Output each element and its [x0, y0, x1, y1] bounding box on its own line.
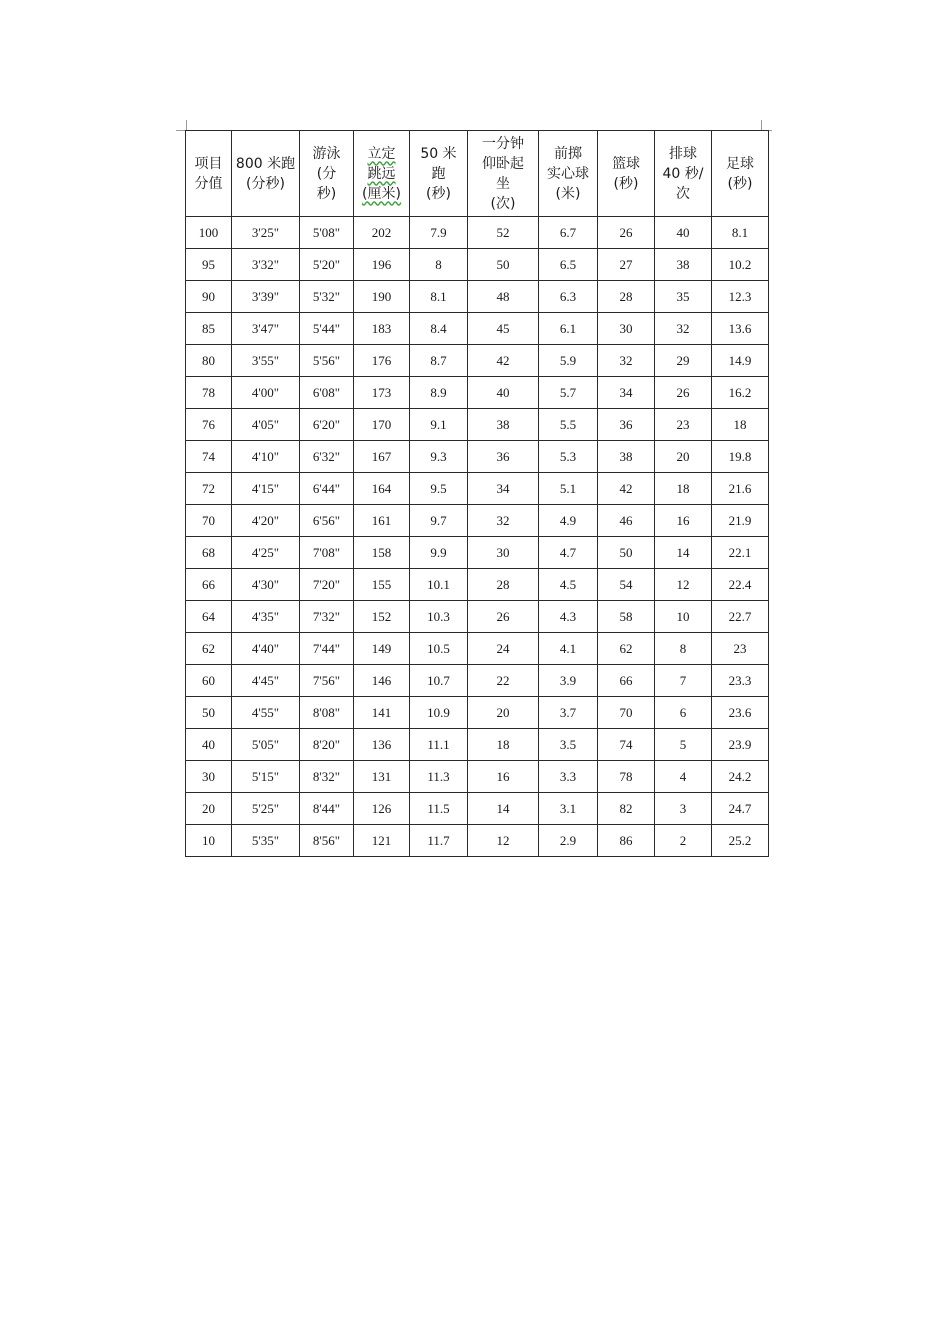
- cell-medicine-ball: 3.1: [539, 793, 598, 825]
- cell-50m-run: 8: [410, 249, 468, 281]
- cell-volleyball: 2: [655, 825, 712, 857]
- cell-standing-long-jump: 141: [354, 697, 410, 729]
- cell-sit-ups: 26: [468, 601, 539, 633]
- header-sit-ups: 一分钟 仰卧起 坐 (次): [468, 131, 539, 217]
- cell-volleyball: 12: [655, 569, 712, 601]
- cell-sit-ups: 42: [468, 345, 539, 377]
- cell-medicine-ball: 4.7: [539, 537, 598, 569]
- cell-standing-long-jump: 183: [354, 313, 410, 345]
- cell-football: 23: [712, 633, 769, 665]
- cell-standing-long-jump: 158: [354, 537, 410, 569]
- cell-football: 25.2: [712, 825, 769, 857]
- cell-volleyball: 16: [655, 505, 712, 537]
- cell-score: 76: [186, 409, 232, 441]
- table-body: [186, 217, 769, 857]
- cell-basketball: 82: [598, 793, 655, 825]
- cell-swimming: 8'56": [300, 825, 354, 857]
- cell-volleyball: 8: [655, 633, 712, 665]
- cell-50m-run: 11.3: [410, 761, 468, 793]
- score-table: [185, 130, 769, 857]
- cell-football: 12.3: [712, 281, 769, 313]
- cell-basketball: 70: [598, 697, 655, 729]
- cell-sit-ups: 12: [468, 825, 539, 857]
- cell-swimming: 8'20": [300, 729, 354, 761]
- cell-standing-long-jump: 146: [354, 665, 410, 697]
- cell-football: 21.6: [712, 473, 769, 505]
- table-row: [186, 505, 769, 537]
- cell-50m-run: 9.9: [410, 537, 468, 569]
- cell-basketball: 50: [598, 537, 655, 569]
- cell-football: 14.9: [712, 345, 769, 377]
- table-row: [186, 345, 769, 377]
- cell-50m-run: 7.9: [410, 217, 468, 249]
- cell-800m-run: 4'00": [232, 377, 300, 409]
- cell-score: 60: [186, 665, 232, 697]
- cell-800m-run: 5'15": [232, 761, 300, 793]
- cell-football: 21.9: [712, 505, 769, 537]
- cell-score: 70: [186, 505, 232, 537]
- header-800m-run: 800 米跑 (分秒): [232, 131, 300, 217]
- cell-football: 22.4: [712, 569, 769, 601]
- cell-basketball: 78: [598, 761, 655, 793]
- cell-800m-run: 4'05": [232, 409, 300, 441]
- table-row: [186, 601, 769, 633]
- cell-50m-run: 9.3: [410, 441, 468, 473]
- cell-score: 74: [186, 441, 232, 473]
- table-row: [186, 441, 769, 473]
- cell-50m-run: 9.5: [410, 473, 468, 505]
- cell-800m-run: 4'15": [232, 473, 300, 505]
- cell-medicine-ball: 3.7: [539, 697, 598, 729]
- cell-50m-run: 9.7: [410, 505, 468, 537]
- cell-volleyball: 38: [655, 249, 712, 281]
- cell-volleyball: 4: [655, 761, 712, 793]
- cell-800m-run: 4'45": [232, 665, 300, 697]
- cell-volleyball: 23: [655, 409, 712, 441]
- cell-800m-run: 4'35": [232, 601, 300, 633]
- cell-sit-ups: 22: [468, 665, 539, 697]
- cell-volleyball: 10: [655, 601, 712, 633]
- cell-swimming: 5'20": [300, 249, 354, 281]
- cell-sit-ups: 52: [468, 217, 539, 249]
- cell-basketball: 27: [598, 249, 655, 281]
- cell-800m-run: 4'10": [232, 441, 300, 473]
- cell-sit-ups: 36: [468, 441, 539, 473]
- header-row: [186, 131, 769, 217]
- header-score: 项目 分值: [186, 131, 232, 217]
- cell-sit-ups: 38: [468, 409, 539, 441]
- cell-score: 62: [186, 633, 232, 665]
- cell-50m-run: 9.1: [410, 409, 468, 441]
- table-row: [186, 473, 769, 505]
- cell-standing-long-jump: 152: [354, 601, 410, 633]
- cell-basketball: 86: [598, 825, 655, 857]
- cell-50m-run: 11.1: [410, 729, 468, 761]
- header-50m-run: 50 米 跑 (秒): [410, 131, 468, 217]
- cell-standing-long-jump: 176: [354, 345, 410, 377]
- cell-50m-run: 8.7: [410, 345, 468, 377]
- cell-sit-ups: 18: [468, 729, 539, 761]
- cell-swimming: 7'32": [300, 601, 354, 633]
- cell-standing-long-jump: 149: [354, 633, 410, 665]
- cell-800m-run: 4'20": [232, 505, 300, 537]
- cell-football: 18: [712, 409, 769, 441]
- cell-swimming: 7'44": [300, 633, 354, 665]
- cell-volleyball: 6: [655, 697, 712, 729]
- header-football: 足球 (秒): [712, 131, 769, 217]
- cell-volleyball: 20: [655, 441, 712, 473]
- cell-basketball: 62: [598, 633, 655, 665]
- cell-score: 78: [186, 377, 232, 409]
- cell-800m-run: 3'25": [232, 217, 300, 249]
- cell-basketball: 32: [598, 345, 655, 377]
- cell-medicine-ball: 3.3: [539, 761, 598, 793]
- cell-medicine-ball: 4.5: [539, 569, 598, 601]
- cell-sit-ups: 40: [468, 377, 539, 409]
- cell-50m-run: 11.5: [410, 793, 468, 825]
- cell-swimming: 6'56": [300, 505, 354, 537]
- cell-volleyball: 35: [655, 281, 712, 313]
- cell-sit-ups: 20: [468, 697, 539, 729]
- table-row: [186, 697, 769, 729]
- cell-football: 23.3: [712, 665, 769, 697]
- header-volleyball: 排球 40 秒/ 次: [655, 131, 712, 217]
- cell-standing-long-jump: 121: [354, 825, 410, 857]
- cell-score: 30: [186, 761, 232, 793]
- cell-score: 90: [186, 281, 232, 313]
- cell-volleyball: 5: [655, 729, 712, 761]
- cell-sit-ups: 32: [468, 505, 539, 537]
- table-row: [186, 409, 769, 441]
- cell-sit-ups: 16: [468, 761, 539, 793]
- cell-basketball: 34: [598, 377, 655, 409]
- cell-800m-run: 4'55": [232, 697, 300, 729]
- cell-sit-ups: 24: [468, 633, 539, 665]
- cell-standing-long-jump: 196: [354, 249, 410, 281]
- header-standing-long-jump-label: 立定 跳远 (厘米): [362, 145, 401, 202]
- cell-standing-long-jump: 136: [354, 729, 410, 761]
- cell-standing-long-jump: 155: [354, 569, 410, 601]
- cell-medicine-ball: 6.7: [539, 217, 598, 249]
- header-swimming: 游泳 (分 秒): [300, 131, 354, 217]
- cell-volleyball: 3: [655, 793, 712, 825]
- cell-standing-long-jump: 190: [354, 281, 410, 313]
- cell-standing-long-jump: 164: [354, 473, 410, 505]
- cell-sit-ups: 28: [468, 569, 539, 601]
- cell-standing-long-jump: 131: [354, 761, 410, 793]
- cell-800m-run: 5'35": [232, 825, 300, 857]
- cell-football: 16.2: [712, 377, 769, 409]
- table-row: [186, 633, 769, 665]
- cell-football: 22.1: [712, 537, 769, 569]
- cell-standing-long-jump: 170: [354, 409, 410, 441]
- cell-football: 24.7: [712, 793, 769, 825]
- cell-swimming: 5'56": [300, 345, 354, 377]
- cell-medicine-ball: 4.9: [539, 505, 598, 537]
- table-row: [186, 313, 769, 345]
- cell-volleyball: 32: [655, 313, 712, 345]
- table-row: [186, 729, 769, 761]
- cell-score: 68: [186, 537, 232, 569]
- cell-basketball: 74: [598, 729, 655, 761]
- cell-volleyball: 7: [655, 665, 712, 697]
- cell-swimming: 5'32": [300, 281, 354, 313]
- cell-score: 80: [186, 345, 232, 377]
- cell-swimming: 7'08": [300, 537, 354, 569]
- cell-swimming: 6'20": [300, 409, 354, 441]
- cell-50m-run: 10.3: [410, 601, 468, 633]
- cell-800m-run: 4'30": [232, 569, 300, 601]
- cell-800m-run: 5'05": [232, 729, 300, 761]
- table-header: [186, 131, 769, 217]
- cell-football: 13.6: [712, 313, 769, 345]
- cell-swimming: 6'32": [300, 441, 354, 473]
- cell-sit-ups: 50: [468, 249, 539, 281]
- cell-football: 22.7: [712, 601, 769, 633]
- table-row: [186, 793, 769, 825]
- cell-football: 23.9: [712, 729, 769, 761]
- cell-medicine-ball: 2.9: [539, 825, 598, 857]
- cell-medicine-ball: 4.1: [539, 633, 598, 665]
- cell-score: 66: [186, 569, 232, 601]
- cell-50m-run: 10.7: [410, 665, 468, 697]
- cell-score: 95: [186, 249, 232, 281]
- cell-score: 64: [186, 601, 232, 633]
- cell-swimming: 7'56": [300, 665, 354, 697]
- header-standing-long-jump: [354, 131, 410, 217]
- cell-standing-long-jump: 202: [354, 217, 410, 249]
- cell-50m-run: 10.1: [410, 569, 468, 601]
- cell-sit-ups: 14: [468, 793, 539, 825]
- header-basketball: 篮球 (秒): [598, 131, 655, 217]
- table-row: [186, 537, 769, 569]
- cell-football: 24.2: [712, 761, 769, 793]
- cell-sit-ups: 34: [468, 473, 539, 505]
- cell-basketball: 58: [598, 601, 655, 633]
- cell-medicine-ball: 5.7: [539, 377, 598, 409]
- cell-800m-run: 3'55": [232, 345, 300, 377]
- cell-800m-run: 3'32": [232, 249, 300, 281]
- cell-basketball: 36: [598, 409, 655, 441]
- cell-medicine-ball: 5.9: [539, 345, 598, 377]
- cell-score: 40: [186, 729, 232, 761]
- cell-medicine-ball: 6.1: [539, 313, 598, 345]
- cell-basketball: 42: [598, 473, 655, 505]
- cell-swimming: 8'32": [300, 761, 354, 793]
- cell-medicine-ball: 5.5: [539, 409, 598, 441]
- cell-football: 8.1: [712, 217, 769, 249]
- cell-standing-long-jump: 126: [354, 793, 410, 825]
- cell-50m-run: 8.1: [410, 281, 468, 313]
- cell-basketball: 30: [598, 313, 655, 345]
- table-row: [186, 825, 769, 857]
- cell-sit-ups: 48: [468, 281, 539, 313]
- cell-volleyball: 18: [655, 473, 712, 505]
- cell-swimming: 6'44": [300, 473, 354, 505]
- cell-standing-long-jump: 161: [354, 505, 410, 537]
- cell-medicine-ball: 6.3: [539, 281, 598, 313]
- cell-medicine-ball: 4.3: [539, 601, 598, 633]
- cell-medicine-ball: 3.9: [539, 665, 598, 697]
- cell-800m-run: 3'47": [232, 313, 300, 345]
- cell-basketball: 38: [598, 441, 655, 473]
- table-row: [186, 249, 769, 281]
- cell-basketball: 54: [598, 569, 655, 601]
- cell-football: 19.8: [712, 441, 769, 473]
- table-row: [186, 569, 769, 601]
- cell-50m-run: 10.9: [410, 697, 468, 729]
- cell-swimming: 8'44": [300, 793, 354, 825]
- cell-medicine-ball: 6.5: [539, 249, 598, 281]
- cell-basketball: 26: [598, 217, 655, 249]
- cell-volleyball: 29: [655, 345, 712, 377]
- table-row: [186, 377, 769, 409]
- cell-sit-ups: 30: [468, 537, 539, 569]
- cell-score: 85: [186, 313, 232, 345]
- cell-football: 10.2: [712, 249, 769, 281]
- cell-score: 20: [186, 793, 232, 825]
- cell-800m-run: 4'40": [232, 633, 300, 665]
- table-row: [186, 217, 769, 249]
- table-row: [186, 281, 769, 313]
- cell-football: 23.6: [712, 697, 769, 729]
- cell-800m-run: 4'25": [232, 537, 300, 569]
- cell-50m-run: 8.9: [410, 377, 468, 409]
- cell-volleyball: 14: [655, 537, 712, 569]
- cell-swimming: 5'08": [300, 217, 354, 249]
- cell-swimming: 7'20": [300, 569, 354, 601]
- table-row: [186, 761, 769, 793]
- cell-medicine-ball: 5.3: [539, 441, 598, 473]
- cell-score: 10: [186, 825, 232, 857]
- cell-swimming: 5'44": [300, 313, 354, 345]
- cell-swimming: 6'08": [300, 377, 354, 409]
- cell-volleyball: 40: [655, 217, 712, 249]
- cell-medicine-ball: 5.1: [539, 473, 598, 505]
- cell-swimming: 8'08": [300, 697, 354, 729]
- cell-score: 72: [186, 473, 232, 505]
- cell-50m-run: 8.4: [410, 313, 468, 345]
- cell-basketball: 66: [598, 665, 655, 697]
- cell-sit-ups: 45: [468, 313, 539, 345]
- cell-score: 100: [186, 217, 232, 249]
- cell-volleyball: 26: [655, 377, 712, 409]
- cell-50m-run: 11.7: [410, 825, 468, 857]
- cell-standing-long-jump: 173: [354, 377, 410, 409]
- cell-score: 50: [186, 697, 232, 729]
- cell-50m-run: 10.5: [410, 633, 468, 665]
- cell-800m-run: 5'25": [232, 793, 300, 825]
- cell-basketball: 46: [598, 505, 655, 537]
- cell-standing-long-jump: 167: [354, 441, 410, 473]
- cell-800m-run: 3'39": [232, 281, 300, 313]
- header-medicine-ball: 前掷 实心球 (米): [539, 131, 598, 217]
- cell-medicine-ball: 3.5: [539, 729, 598, 761]
- cell-basketball: 28: [598, 281, 655, 313]
- table-row: [186, 665, 769, 697]
